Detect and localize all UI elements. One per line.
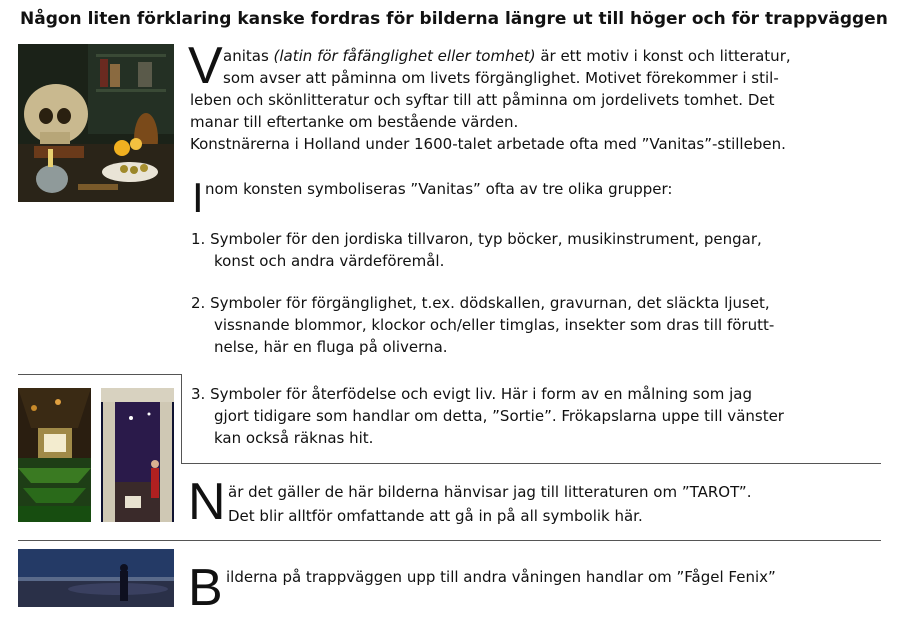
- divider-vertical: [181, 374, 182, 464]
- group-item-3-line-2: gjort tidigare som handlar om detta, ”Sortie”. Frökapslarna uppe till vänster: [214, 407, 784, 425]
- groups-dropcap: I: [192, 174, 204, 221]
- sortie-painting-right: [101, 388, 174, 522]
- fenix-line-1: ilderna på trappväggen upp till andra våningen handlar om ”Fågel Fenix”: [226, 568, 776, 586]
- vanitas-line-2: som avser att påminna om livets förgänglighet. Motivet förekommer i stil-: [223, 69, 779, 87]
- fenix-painting: [18, 549, 174, 607]
- tarot-dropcap: N: [188, 473, 226, 531]
- sortie-painting-left: [18, 388, 91, 522]
- group-item-2-line-3: nelse, här en fluga på oliverna.: [214, 338, 448, 356]
- vanitas-line-4: manar till eftertanke om bestående värden.: [190, 113, 519, 131]
- group-item-2-line-1: 2. Symboler för förgänglighet, t.ex. dödskallen, gravurnan, det släckta ljuset,: [191, 294, 770, 312]
- vanitas-line-1-start: anitas: [223, 47, 274, 65]
- fenix-dropcap: B: [188, 559, 223, 617]
- group-item-2-line-2: vissnande blommor, klockor och/eller timglas, insekter som dras till förutt-: [214, 316, 775, 334]
- group-item-3-line-3: kan också räknas hit.: [214, 429, 374, 447]
- vanitas-line-5: Konstnärerna i Holland under 1600-talet arbetade ofta med ”Vanitas”-stilleben.: [190, 135, 786, 153]
- vanitas-line-1: [223, 45, 791, 67]
- tarot-line-1: är det gäller de här bilderna hänvisar jag till litteraturen om ”TAROT”.: [228, 483, 752, 501]
- page-title: Någon liten förklaring kanske fordras för bilderna längre ut till höger och för trappväggen: [20, 9, 888, 29]
- group-item-1-line-2: konst och andra värdeföremål.: [214, 252, 445, 270]
- tarot-line-2: Det blir alltför omfattande att gå in på all symbolik här.: [228, 507, 643, 525]
- vanitas-line-3: leben och skönlitteratur och syftar till att påminna om jordelivets tomhet. Det: [190, 91, 775, 109]
- vanitas-still-life-image: [18, 44, 174, 202]
- vanitas-latin-note: (latin för fåfänglighet eller tomhet): [273, 47, 536, 65]
- divider-item-3-bottom: [181, 463, 881, 464]
- divider-top-left: [18, 374, 182, 375]
- vanitas-line-1-end: är ett motiv i konst och litteratur,: [535, 47, 791, 65]
- divider-bottom: [18, 540, 881, 541]
- groups-intro: nom konsten symboliseras ”Vanitas” ofta av tre olika grupper:: [205, 180, 673, 198]
- group-item-1-line-1: 1. Symboler för den jordiska tillvaron, typ böcker, musikinstrument, pengar,: [191, 230, 762, 248]
- vanitas-dropcap: V: [188, 37, 223, 95]
- group-item-3-line-1: 3. Symboler för återfödelse och evigt liv. Här i form av en målning som jag: [191, 385, 753, 403]
